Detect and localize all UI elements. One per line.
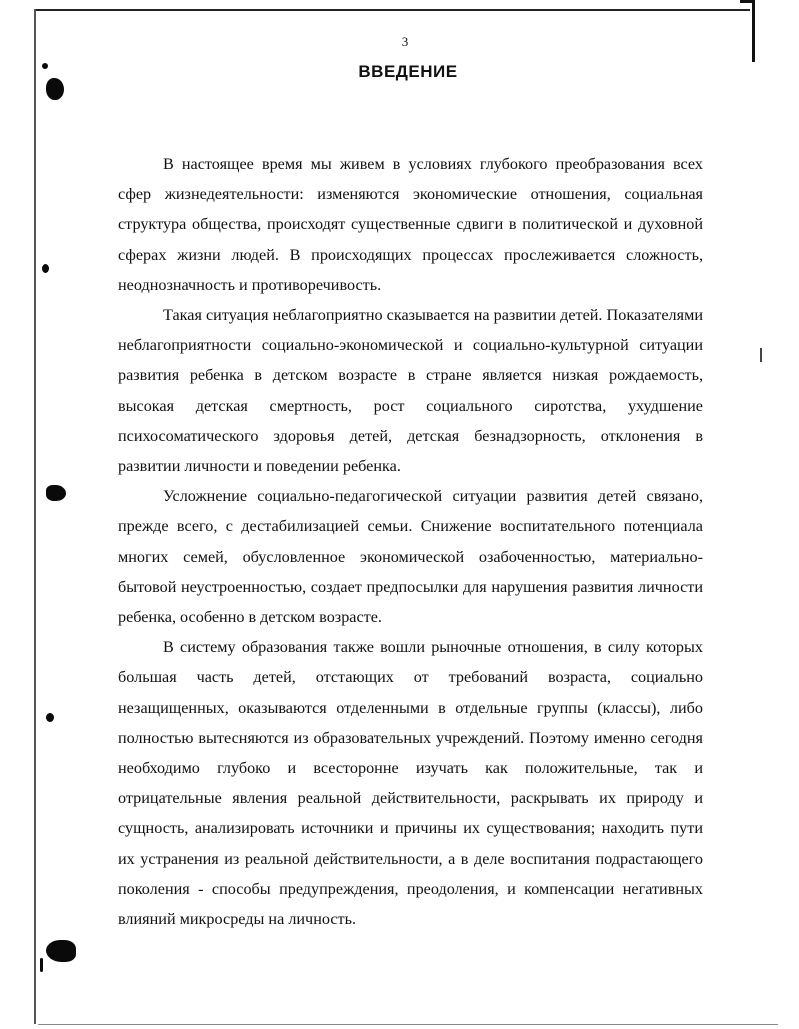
binding-hole-mark [46,940,76,962]
page-number: 3 [401,34,409,49]
binding-hole-mark [46,713,54,722]
scan-border-right-corner [752,0,755,62]
binding-hole-mark [46,485,66,501]
document-body [118,149,703,934]
binding-hole-mark [40,958,43,972]
scan-border-bottom [38,1024,778,1025]
paragraph: Усложнение социально-педагогической ситуации развития детей связано, прежде всего, с дестабилизацией семьи. Снижение воспитательного потенциала многих семей, обусловленное экономической озабоченностью, материально-бытовой неустроенностью, создает предпосылки для нарушения развития личности ребенка, особенно в детском возрасте. [118,487,703,627]
binding-hole-mark [46,78,64,100]
scan-border-right-corner-tick [740,0,754,3]
scan-border-left [34,9,36,1024]
page-title: ВВЕДЕНИЕ [358,62,458,81]
paragraph: Такая ситуация неблагоприятно сказывается на развитии детей. Показателями неблагоприятности социально-экономической и социально-культурной ситуации развития ребенка в детском возрасте в стране является низкая рождаемость, высокая детская смертность, рост социального сиротства, ухудшение психосоматического здоровья детей, детская безнадзорность, отклонения в развитии личности и поведении ребенка. [118,306,703,476]
paragraph: В настоящее время мы живем в условиях глубокого преобразования всех сфер жизнедеятельности: изменяются экономические отношения, социальная структура общества, происходят существенные сдвиги в политической и духовной сферах жизни людей. В происходящих процессах прослеживается сложность, неоднозначность и противоречивость. [118,155,703,294]
binding-hole-mark [42,264,49,273]
binding-hole-mark [42,63,48,69]
paragraph: В систему образования также вошли рыночные отношения, в силу которых большая часть детей, отстающих от требований возраста, социально незащищенных, оказываются отделенными в отдельные группы (классы), либо полностью вытесняются из образовательных учреждений. Поэтому именно сегодня необходимо глубоко и всесторонне изучать как положительные, так и отрицательные явления реальной действительности, раскрывать их природу и сущность, анализировать источники и причины их существования; находить пути их устранения из реальной действительности, а в деле воспитания подрастающего поколения - способы предупреждения, преодоления, и компенсации негативных влияний микросреды на личность. [118,638,703,929]
scan-mark-right [760,348,762,362]
scan-border-top [34,9,750,11]
